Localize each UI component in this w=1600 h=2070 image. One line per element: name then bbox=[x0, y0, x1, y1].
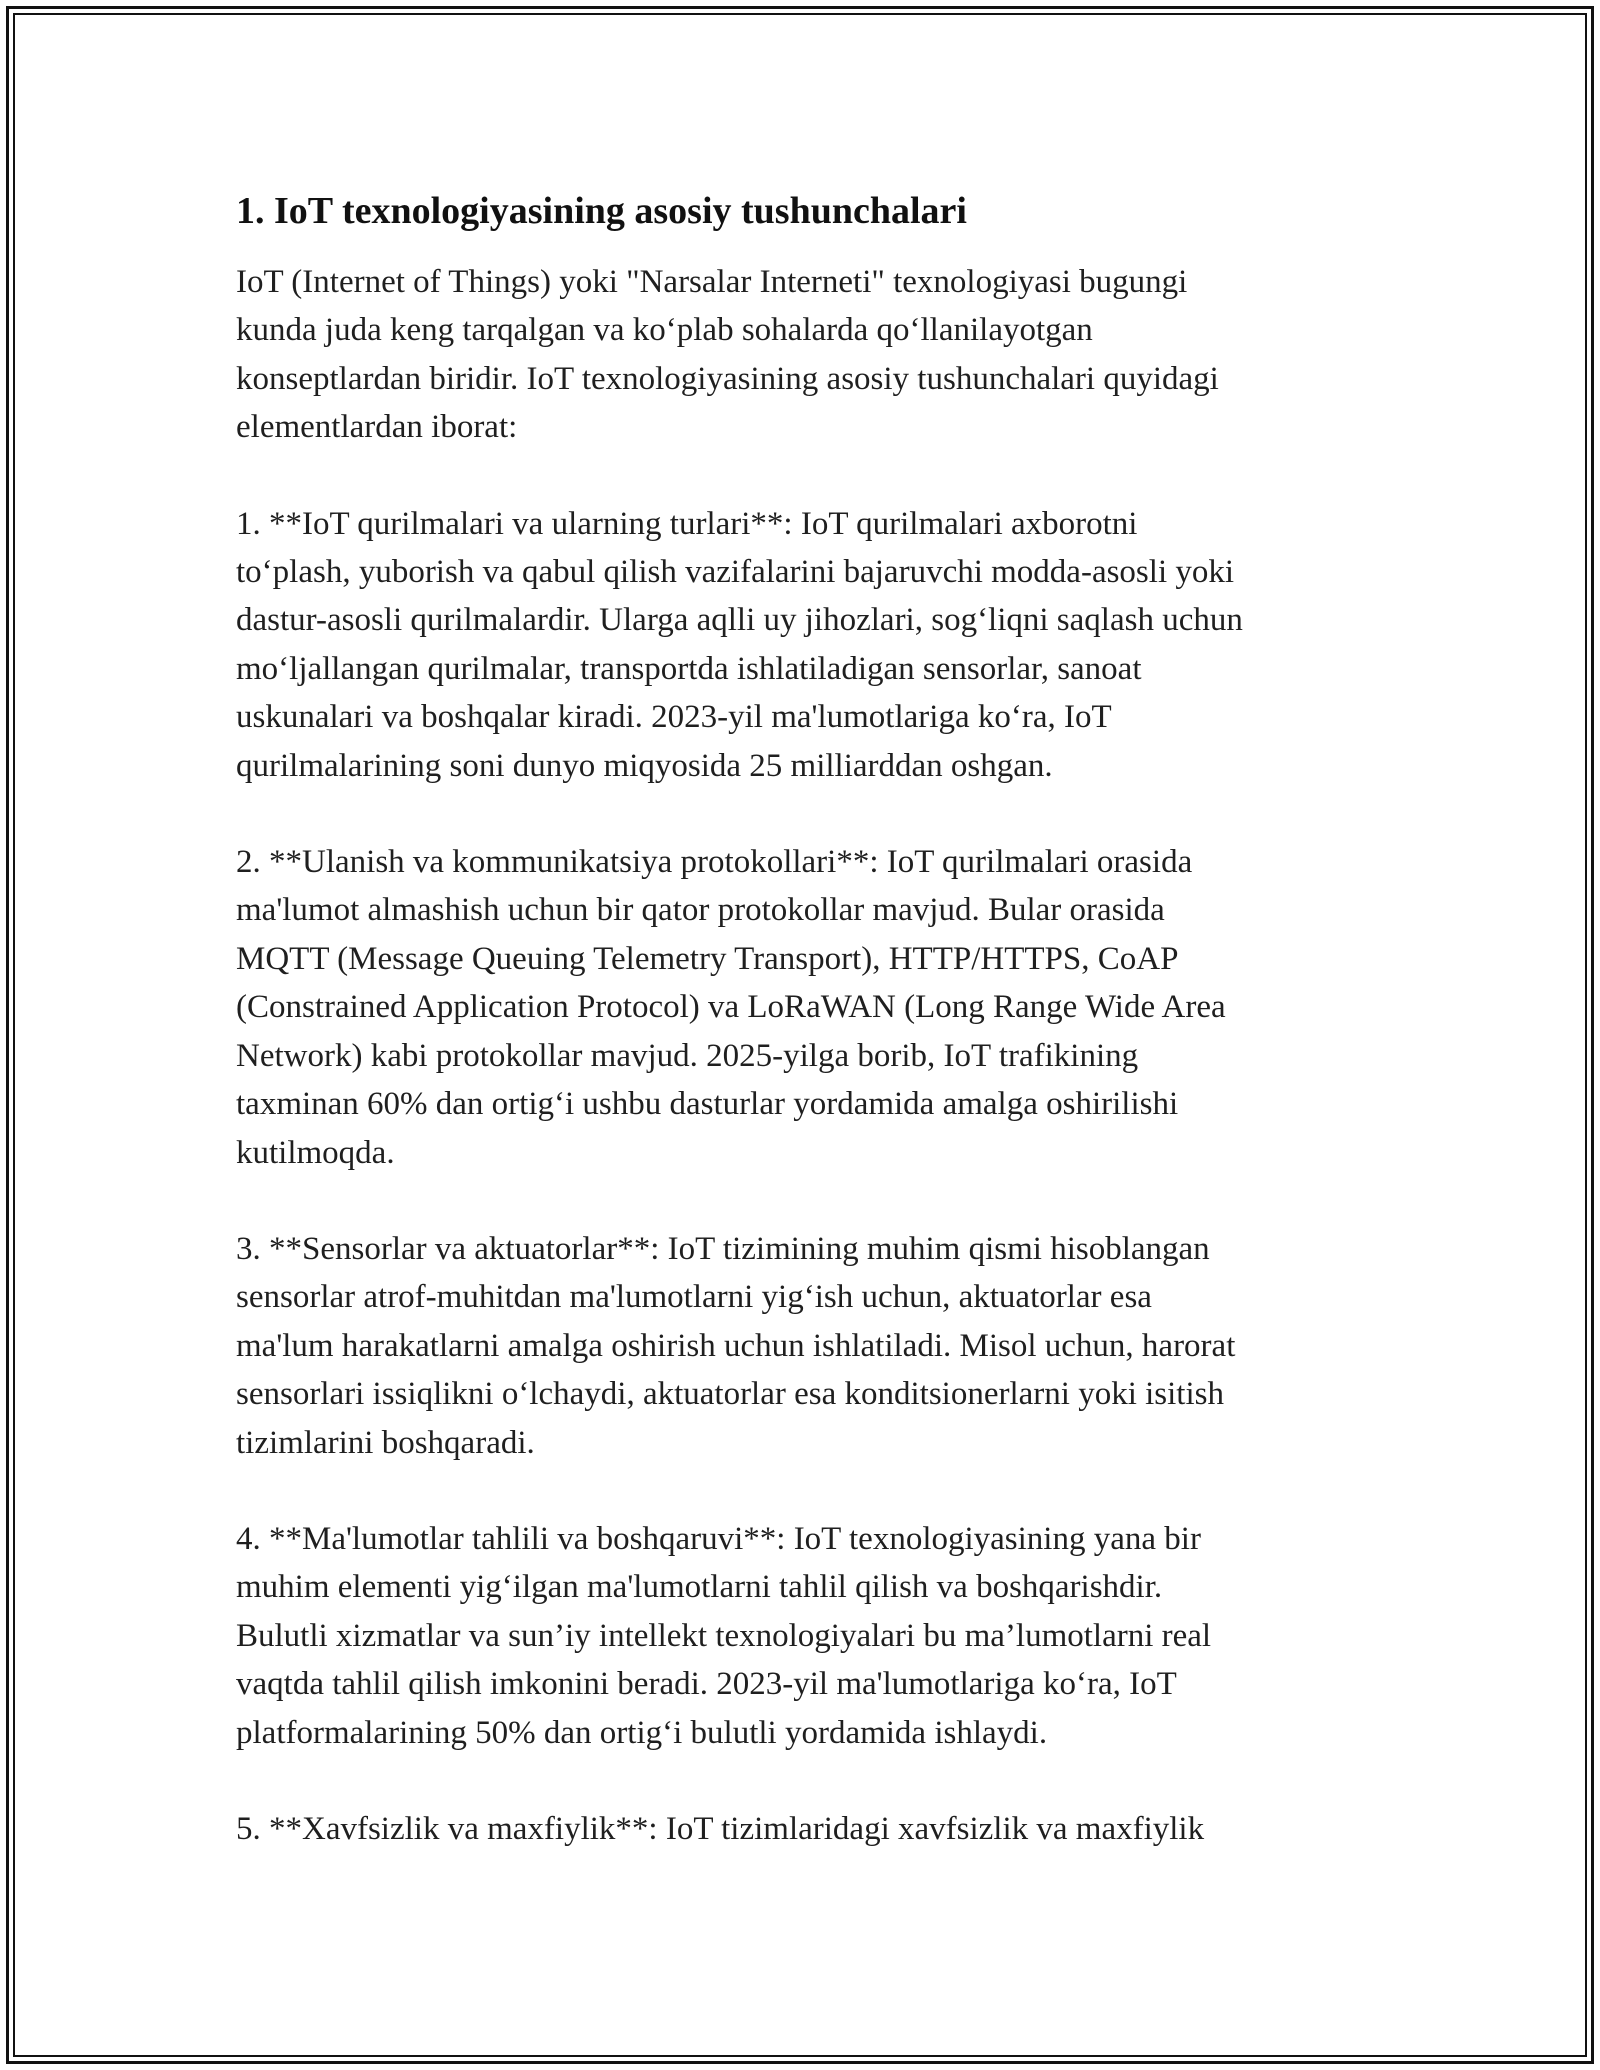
document-title: 1. IoT texnologiyasining asosiy tushunchalari bbox=[236, 190, 967, 232]
document-body bbox=[236, 186, 1386, 1853]
list-item-iot-devices: 1. **IoT qurilmalari va ularning turlari**: IoT qurilmalari axborotni to‘plash, yuborish va qabul qilish vazifalarini bajaruvchi modda-asosli yoki dastur-asosli qurilmalardir. Ularga aqlli uy jihozlari, sog‘liqni saqlash uchun mo‘ljallangan qurilmalar, transportda ishlatiladigan sensorlar, sanoat uskunalari va boshqalar kiradi. 2023-yil ma'lumotlariga ko‘ra, IoT qurilmalarining soni dunyo miqyosida 25 milliarddan oshgan. bbox=[236, 505, 1243, 784]
list-item-data-analysis: 4. **Ma'lumotlar tahlili va boshqaruvi**: IoT texnologiyasining yana bir muhim elementi yig‘ilgan ma'lumotlarni tahlil qilish va boshqarishdir. Bulutli xizmatlar va sun’iy intellekt texnologiyalari bu ma’lumotlarni real vaqtda tahlil qilish imkonini beradi. 2023-yil ma'lumotlariga ko‘ra, IoT platformalarining 50% dan ortig‘i bulutli yordamida ishlaydi. bbox=[236, 1520, 1212, 1751]
intro-paragraph: IoT (Internet of Things) yoki "Narsalar Interneti" texnologiyasi bugungi kunda juda keng tarqalgan va ko‘plab sohalarda qo‘llanilayotgan konseptlardan biridir. IoT texnologiyasining asosiy tushunchalari quyidagi elementlardan iborat: bbox=[236, 264, 1219, 446]
paragraph-spacer bbox=[236, 790, 1386, 838]
paragraph-spacer bbox=[236, 1177, 1386, 1225]
list-item-sensors: 3. **Sensorlar va aktuatorlar**: IoT tizimining muhim qismi hisoblangan sensorlar atrof-muhitdan ma'lumotlarni yig‘ish uchun, aktuatorlar esa ma'lum harakatlarni amalga oshirish uchun ishlatiladi. Misol uchun, harorat sensorlari issiqlikni o‘lchaydi, aktuatorlar esa konditsionerlarni yoki isitish tizimlarini boshqaradi. bbox=[236, 1230, 1236, 1461]
list-item-protocols: 2. **Ulanish va kommunikatsiya protokollari**: IoT qurilmalari orasida ma'lumot almashish uchun bir qator protokollar mavjud. Bular orasida MQTT (Message Queuing Telemetry Transport), HTTP/HTTPS, CoAP (Constrained Application Protocol) va LoRaWAN (Long Range Wide Area Network) kabi protokollar mavjud. 2025-yilga borib, IoT trafikining taxminan 60% dan ortig‘i ushbu dasturlar yordamida amalga oshirilishi kutilmoqda. bbox=[236, 844, 1226, 1171]
paragraph-spacer bbox=[236, 452, 1386, 500]
paragraph-spacer bbox=[236, 1467, 1386, 1515]
paragraph-spacer bbox=[236, 1757, 1386, 1805]
list-item-security: 5. **Xavfsizlik va maxfiylik**: IoT tizimlaridagi xavfsizlik va maxfiylik bbox=[236, 1810, 1205, 1847]
